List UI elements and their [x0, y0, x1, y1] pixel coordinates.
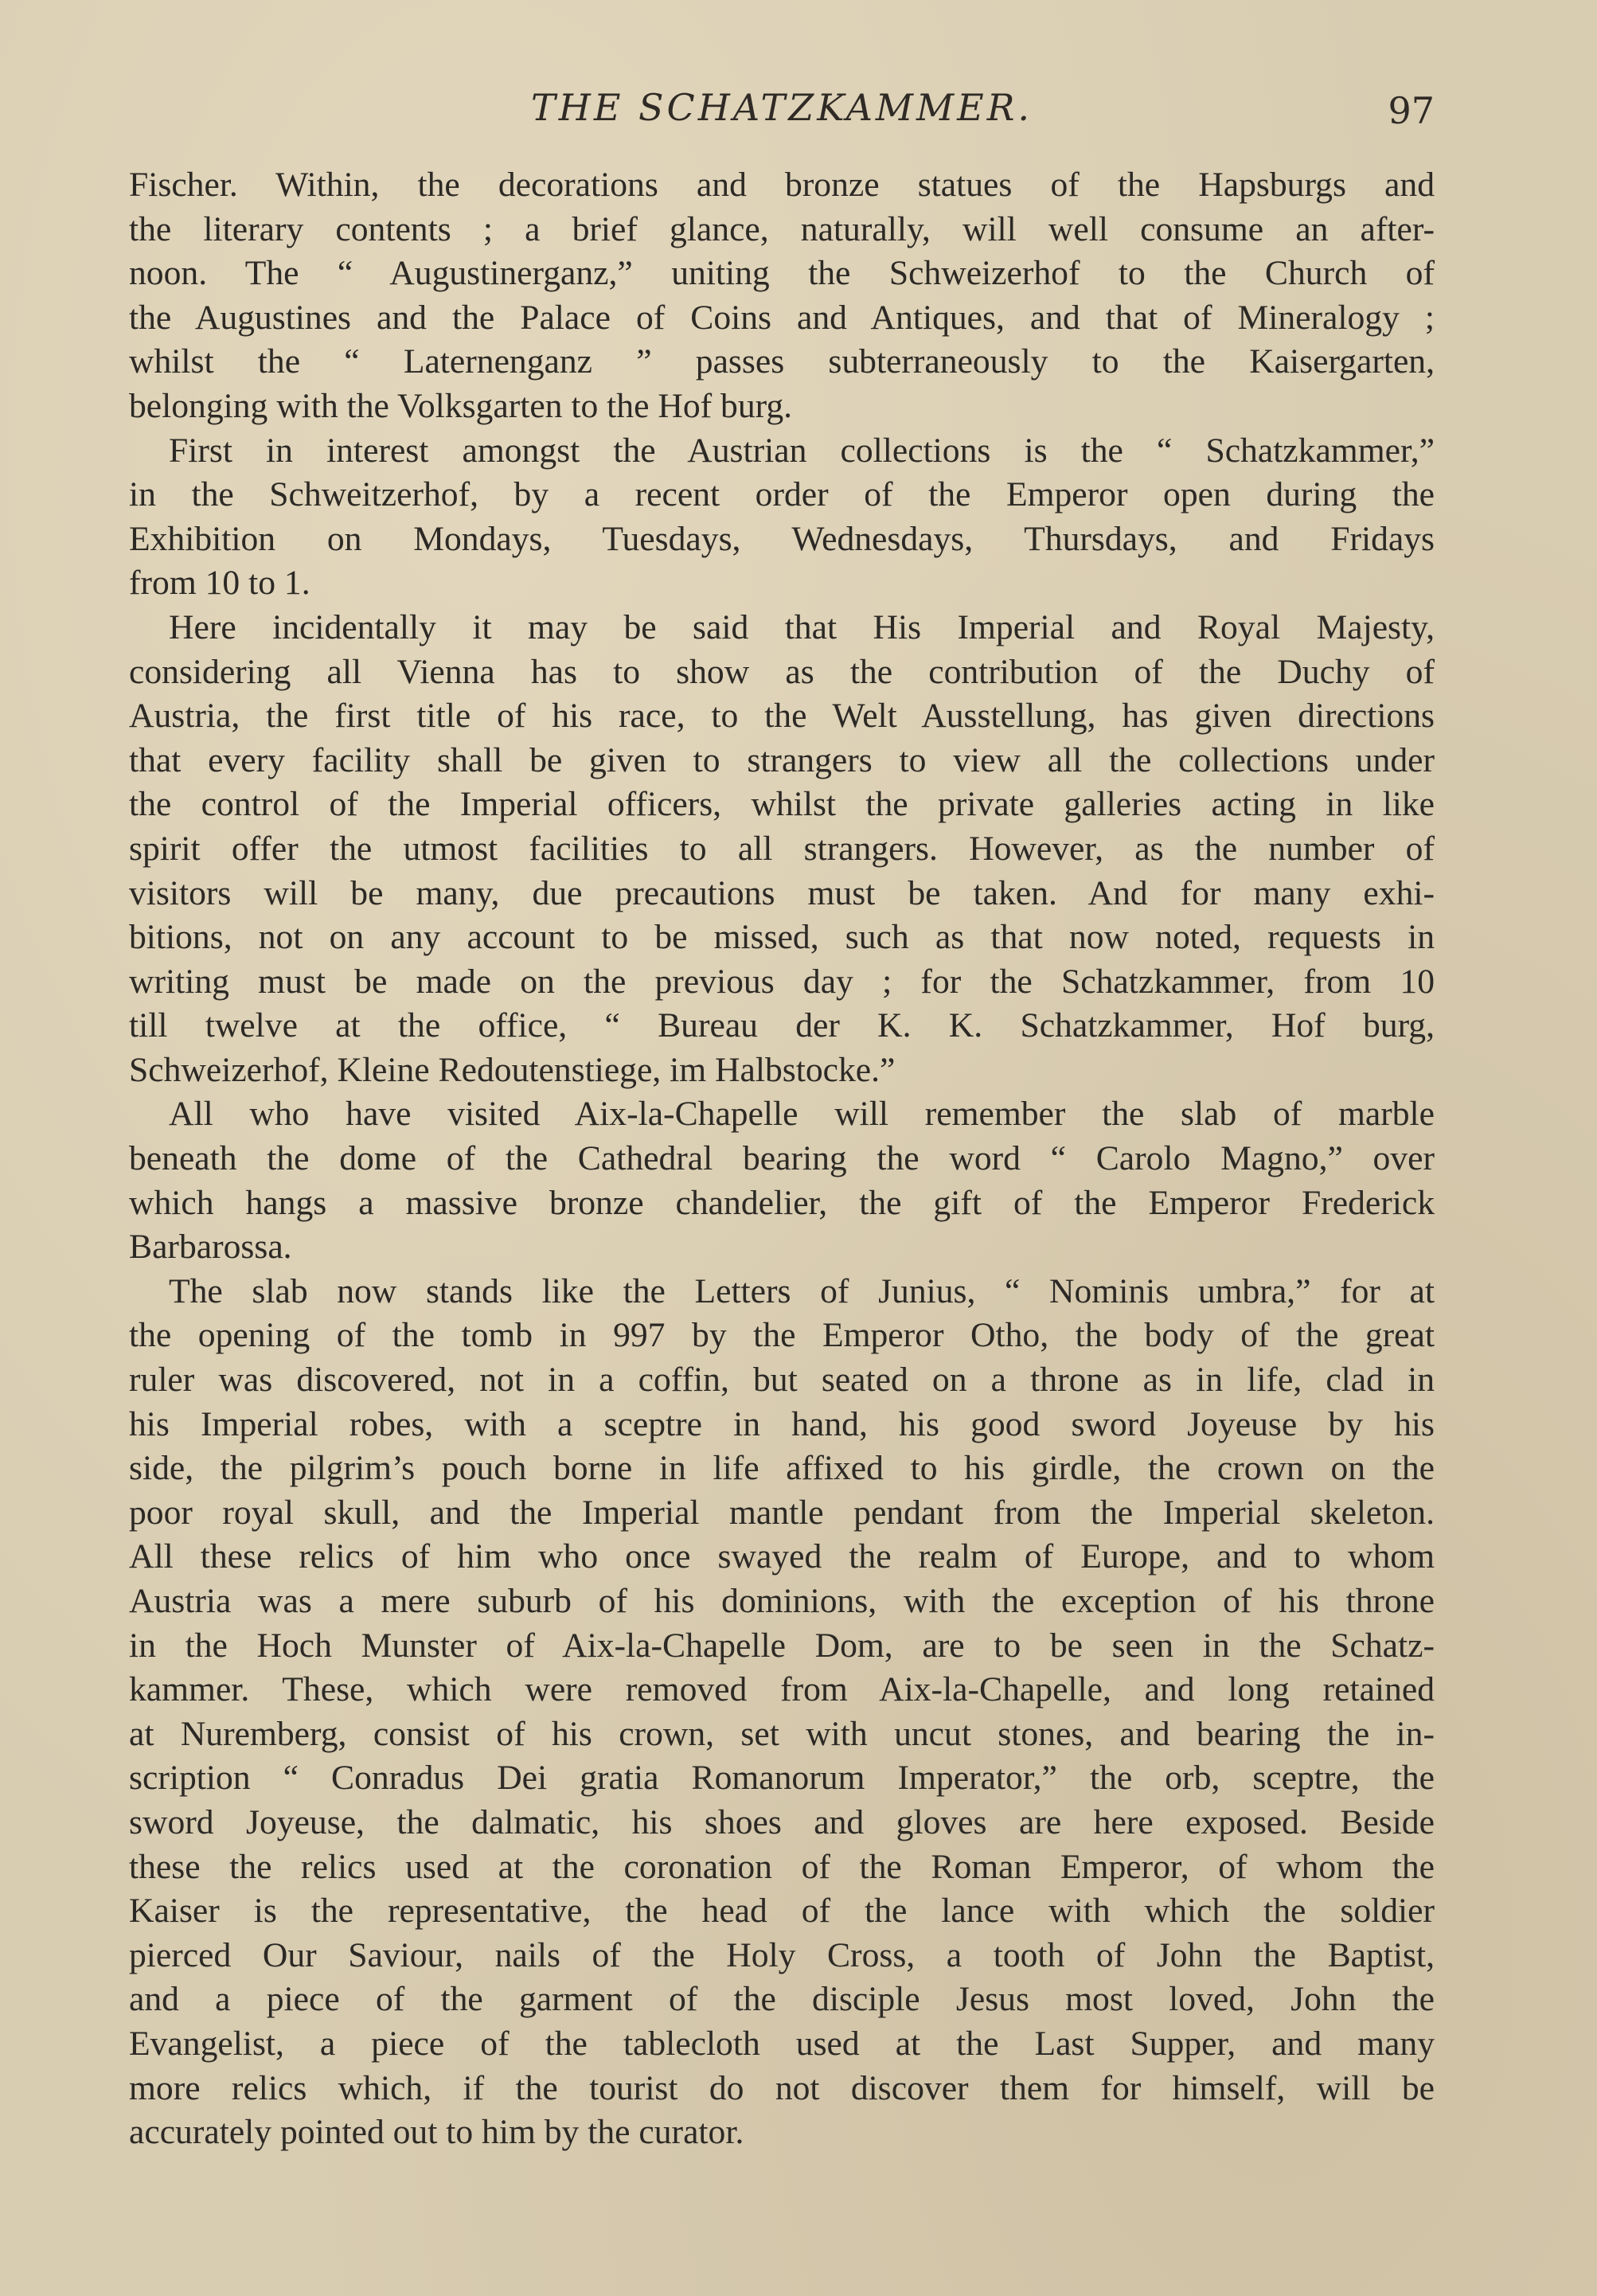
text-line: belonging with the Volksgarten to the Hof burg. [129, 386, 793, 425]
paragraph-3 [129, 606, 1435, 1093]
text-line: Barbarossa. [129, 1228, 292, 1267]
text-line: writing must be made on the previous day ; for the Schatzkammer, from 10 [129, 962, 1435, 1001]
text-line: these the relics used at the coronation of the Roman Emperor, of whom the [129, 1847, 1435, 1886]
text-line: All who have visited Aix-la-Chapelle will remember the slab of marble [169, 1095, 1435, 1134]
text-line: which hangs a massive bronze chandelier, the gift of the Emperor Frederick [129, 1183, 1435, 1222]
text-line: Here incidentally it may be said that His Imperial and Royal Majesty, [169, 607, 1435, 646]
text-line: Austria was a mere suburb of his dominions, with the exception of his throne [129, 1582, 1435, 1620]
text-line: spirit offer the utmost facilities to all strangers. However, as the number of [129, 829, 1435, 868]
text-line: Schweizerhof, Kleine Redoutenstiege, im Halbstocke.” [129, 1050, 896, 1089]
text-line: till twelve at the office, “ Bureau der K. K. Schatzkammer, Hof burg, [129, 1006, 1435, 1045]
text-line: the literary contents ; a brief glance, naturally, will well consume an after- [129, 209, 1435, 248]
text-line: pierced Our Saviour, nails of the Holy Cross, a tooth of John the Baptist, [129, 1935, 1435, 1974]
text-line: ruler was discovered, not in a coffin, but seated on a throne as in life, clad in [129, 1361, 1435, 1400]
text-line: from 10 to 1. [129, 564, 310, 603]
text-line: beneath the dome of the Cathedral bearing the word “ Carolo Magno,” over [129, 1139, 1435, 1178]
text-line: side, the pilgrim’s pouch borne in life affixed to his girdle, the crown on the [129, 1449, 1435, 1488]
text-line: Fischer. Within, the decorations and bronze statues of the Hapsburgs and [129, 166, 1435, 204]
text-line: scription “ Conradus Dei gratia Romanorum Imperator,” the orb, sceptre, the [129, 1759, 1435, 1798]
text-line: kammer. These, which were removed from Aix-la-Chapelle, and long retained [129, 1670, 1435, 1709]
page-number: 97 [1388, 89, 1435, 132]
text-line: bitions, not on any account to be missed, such as that now noted, requests in [129, 918, 1435, 957]
paragraph-1 [129, 163, 1435, 429]
text-line: Exhibition on Mondays, Tuesdays, Wednesdays, Thursdays, and Fridays [129, 519, 1435, 558]
text-line: the opening of the tomb in 997 by the Emperor Otho, the body of the great [129, 1316, 1435, 1355]
text-line: noon. The “ Augustinerganz,” uniting the Schweizerhof to the Church of [129, 254, 1435, 293]
text-line: the control of the Imperial officers, whilst the private galleries acting in like [129, 785, 1435, 824]
text-line: visitors will be many, due precautions must be taken. And for many exhi- [129, 873, 1435, 912]
paragraph-2 [129, 429, 1435, 606]
text-line: First in interest amongst the Austrian collections is the “ Schatzkammer,” [169, 431, 1435, 470]
running-title: THE SCHATZKAMMER. [531, 86, 1033, 129]
text-line: The slab now stands like the Letters of Junius, “ Nominis umbra,” for at [169, 1271, 1435, 1310]
text-line: considering all Vienna has to show as the contribution of the Duchy of [129, 652, 1435, 691]
text-line: All these relics of him who once swayed the realm of Europe, and to whom [129, 1537, 1435, 1576]
text-line: Kaiser is the representative, the head of the lance with which the soldier [129, 1892, 1435, 1931]
text-line: Evangelist, a piece of the tablecloth used at the Last Supper, and many [129, 2024, 1435, 2063]
text-line: accurately pointed out to him by the curator. [129, 2113, 744, 2152]
text-line: at Nuremberg, consist of his crown, set with uncut stones, and bearing the in- [129, 1714, 1435, 1753]
running-head [129, 86, 1435, 142]
text-line: that every facility shall be given to strangers to view all the collections under [129, 740, 1435, 779]
paragraph-4 [129, 1092, 1435, 1269]
body-text [129, 163, 1435, 2155]
text-line: Austria, the first title of his race, to the Welt Ausstellung, has given directions [129, 697, 1435, 736]
text-line: more relics which, if the tourist do not discover them for himself, will be [129, 2068, 1435, 2107]
text-line: whilst the “ Laternenganz ” passes subterraneously to the Kaisergarten, [129, 342, 1435, 381]
text-line: and a piece of the garment of the disciple Jesus most loved, John the [129, 1980, 1435, 2019]
text-line: in the Hoch Munster of Aix-la-Chapelle Dom, are to be seen in the Schatz- [129, 1626, 1435, 1665]
text-line: poor royal skull, and the Imperial mantle pendant from the Imperial skeleton. [129, 1493, 1435, 1532]
text-line: in the Schweitzerhof, by a recent order of the Emperor open during the [129, 475, 1435, 514]
text-line: the Augustines and the Palace of Coins and Antiques, and that of Mineralogy ; [129, 298, 1435, 337]
text-line: sword Joyeuse, the dalmatic, his shoes and gloves are here exposed. Beside [129, 1802, 1435, 1841]
paragraph-5 [129, 1270, 1435, 2155]
text-line: his Imperial robes, with a sceptre in hand, his good sword Joyeuse by his [129, 1404, 1435, 1443]
